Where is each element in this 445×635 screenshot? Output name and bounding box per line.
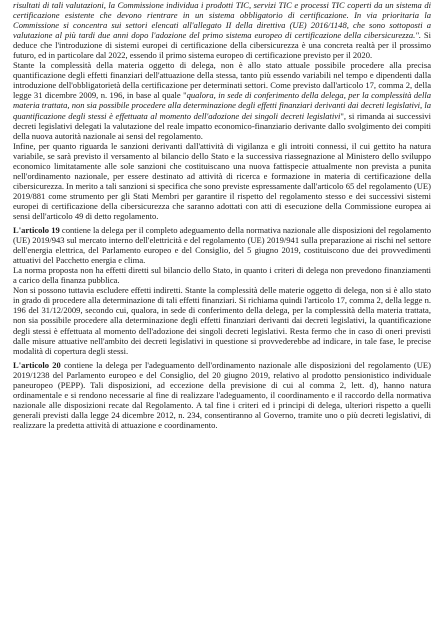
paragraph-text: contiene la delega per il completo adeguamento della normativa nazionale alle disposizioni del regolamento (UE) 2019/943 sul mercato interno dell'elettricità e del regolamento (UE) 2019/941 sulla preparazione ai rischi nel settore dell'energia elettrica, del Parlamento europeo e del Consiglio, del 5 giugno 2019, costituiscono due dei provvedimenti attuativi del Pacchetto energia e clima. <box>13 225 431 266</box>
paragraph-text: contiene la delega per l'adeguamento dell'ordinamento nazionale alle disposizioni del regolamento (UE) 2019/1238 del Parlamento europeo e del Consiglio, del 20 giugno 2019, relativo al prodotto pensionistico individuale paneuropeo (PEPP). Tali disposizioni, ad eccezione della previsione di cui al comma 2, lett. d), hanno natura ordinamentale e si rendono necessarie al fine di realizzare l'adeguamento, il coordinamento e il raccordo della normativa nazionale alle disposizioni recate dal Regolamento. A tal fine i criteri ed i principi di delega, ulteriori rispetto a quelli generali previsti dalla legge 24 dicembre 2012, n. 234, consentiranno al Governo, tramite uno o più decreti legislativi, di realizzare la predetta attività di attuazione e coordinamento. <box>13 359 431 430</box>
article-heading: L'articolo 20 <box>13 359 61 370</box>
paragraph-text: Infine, per quanto riguarda le sanzioni derivanti dall'attività di vigilanza e gli introiti connessi, il cui gettito ha natura variabile, se sarà previsto il versamento al bilancio dello Stato e la successiva riassegnazione al Ministero dello sviluppo economico limitatamente alle sole sanzioni che costituiscano una nuova fattispecie attualmente non prevista a punita nell'ordinamento nazionale, per essere destinato ad attività di ricerca e formazione in materia di certificazione della cibersicurezza. In merito a tali sanzioni si specifica che sono previste espressamente dall'articolo 65 del regolamento (UE) 2019/881 come strumento per gli Stati Membri per garantire il rispetto del regolamento stesso e dei successivi sistemi europei di certificazione della cibersicurezza che saranno adottati con atti di esecuzione della Commissione europea ai sensi dell'articolo 49 di detto regolamento. <box>13 140 431 221</box>
paragraph-text: La norma proposta non ha effetti diretti sul bilancio dello Stato, in quanto i criteri di delega non prevedono finanziamenti a carico della finanza pubblica. <box>13 265 431 286</box>
paragraph <box>13 265 431 285</box>
paragraph-text: Non si possono tuttavia escludere effetti indiretti. Stante la complessità delle materie oggetto di delega, non si è allo stato in grado di procedere alla determinazione di tali effetti finanziari. Si richiama quindi l'articolo 17, comma 2, della legge n. 196 del 31/12/2009, secondo cui, qualora, in sede di conferimento della delega, per la complessità della materia trattata, non sia possibile procedere alla determinazione degli effetti finanziari derivanti dai decreti legislativi, la quantificazione degli stessi è effettuata al momento dell'adozione dei singoli decreti legislativi. Resta fermo che in caso di oneri previsti dalle misure attuative nell'ambito dei decreti legislativi in questione si provvederebbe ad indicare, in tale fase, le precise modalità di copertura degli stessi. <box>13 285 431 356</box>
paragraph-text: qualora, in sede di conferimento della delega, per la complessità della materia trattata, non sia possibile procedere alla determinazione degli effetti finanziari derivanti dai decreti legislativi, la quantificazione degli stessi è effettuata al momento dell'adozione dei singoli decreti legislativi <box>13 90 431 121</box>
document-page <box>13 0 431 430</box>
paragraph-text: Si deduce che l'introduzione di sistemi europei di certificazione della cibersicurezza è una concreta realtà per il prossimo futuro, ed in particolare dal 2022, essendo il primo sistema europeo di certificazione previsto per il 2020. <box>13 30 432 61</box>
paragraph <box>13 0 431 60</box>
paragraph <box>13 225 431 265</box>
paragraph <box>13 360 431 430</box>
paragraph <box>13 285 431 355</box>
paragraph <box>13 60 431 140</box>
article-heading: L'articolo 19 <box>13 225 60 236</box>
paragraph <box>13 141 431 221</box>
paragraph-text: ", si rimanda ai successivi decreti legislativi delegati la valutazione del reale impatto economico-finanziario derivante dallo svolgimento dei compiti della nuova autorità nazionale ai sensi del regolamento. <box>13 110 431 141</box>
paragraph-text: Stante la complessità della materia oggetto di delega, non è allo stato attuale possibile procedere alla precisa quantificazione degli effetti finanziari dell'attuazione della stessa, tanto più essendo variabili nel tempo e dipendenti dalla introduzione dell'obbligatorietà della certificazione per determinati settori. Come previsto dall'articolo 17, comma 2, della legge 31 dicembre 2009, n. 196, in base al quale " <box>13 60 431 101</box>
paragraph-text: risultati di tali valutazioni, la Commissione individua i prodotti TIC, servizi TIC e processi TIC coperti da un sistema di certificazione esistente che devono rientrare in un sistema obbligatorio di certificazione. In via prioritaria la Commissione si concentra sui settori elencati all'allegato II della direttiva (UE) 2016/1148, che sono sottoposti a valutazione al più tardi due anni dopo l'adozione del primo sistema europeo di certificazione della cibersicurezza.". <box>13 0 431 41</box>
